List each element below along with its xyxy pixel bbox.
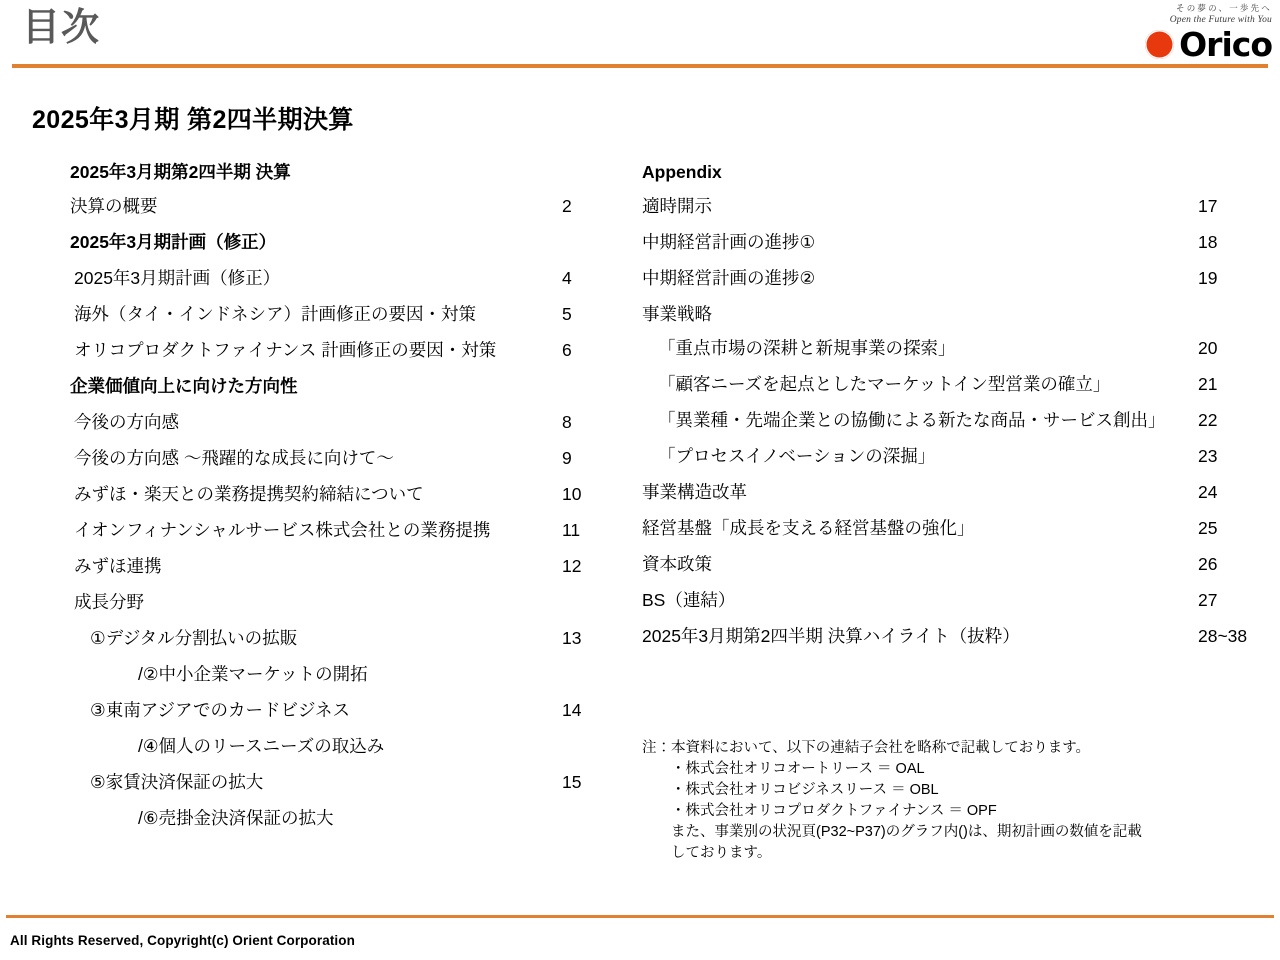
toc-column-right [642,163,1276,647]
toc-entry-label: 2025年3月期第2四半期 決算 [70,162,291,182]
toc-entry-page-number: 24 [1198,482,1218,502]
toc-entry-label: 今後の方向感 [74,412,179,432]
footnote-block [642,738,1280,864]
toc-entry[interactable] [642,447,1276,467]
toc-entry-page-number: 10 [562,484,582,504]
toc-entry-label: みずほ・楽天との業務提携契約締結について [74,484,424,504]
toc-entry[interactable] [70,521,600,541]
toc-entry[interactable] [70,773,600,793]
toc-entry-label: 企業価値向上に向けた方向性 [70,376,298,396]
toc-column-left [70,163,600,829]
toc-entry-label: 「異業種・先端企業との協働による新たな商品・サービス創出」 [658,410,1166,430]
toc-entry-label: BS（連結） [642,590,736,610]
toc-entry-page-number: 6 [562,340,572,360]
copyright-text: All Rights Reserved, Copyright(c) Orient Corporation [10,933,355,948]
toc-entry[interactable] [642,339,1276,359]
toc-entry-page-number: 17 [1198,196,1218,216]
toc-entry-page-number: 13 [562,628,582,648]
toc-entry-label: 「重点市場の深耕と新規事業の探索」 [658,338,956,358]
toc-entry[interactable] [642,269,1276,289]
toc-entry-label: /④個人のリースニーズの取込み [138,736,385,756]
toc-entry-page-number: 15 [562,772,582,792]
toc-entry[interactable] [70,377,600,397]
toc-entry[interactable] [642,555,1276,575]
toc-entry[interactable] [642,519,1276,539]
footnote-line: ・株式会社オリコビジネスリース ＝ OBL [642,782,939,799]
toc-entry[interactable] [70,163,600,183]
toc-entry[interactable] [70,629,600,649]
toc-entry-page-number: 9 [562,448,572,468]
footer-divider [6,915,1274,918]
toc-entry[interactable] [70,485,600,505]
toc-entry-label: 今後の方向感 ～飛躍的な成長に向けて～ [74,448,394,468]
toc-entry[interactable] [70,341,600,361]
toc-entry[interactable] [642,627,1276,647]
toc-entry-label: /⑥売掛金決済保証の拡大 [138,808,334,828]
toc-entry-label: 資本政策 [642,554,712,574]
toc-entry[interactable] [70,269,600,289]
section-heading: 2025年3月期 第2四半期決算 [32,106,354,134]
toc-entry-label: 決算の概要 [70,196,158,216]
footnote-line: 注：本資料において、以下の連結子会社を略称で記載しております。 [642,740,1091,756]
toc-entry-page-number: 28~38 [1198,626,1248,646]
toc-entry-page-number: 21 [1198,374,1218,394]
footnote-line: しております。 [642,845,772,862]
toc-entry[interactable] [642,163,1276,183]
footnote-line: ・株式会社オリコプロダクトファイナンス ＝ OPF [642,803,997,820]
toc-entry[interactable] [70,305,600,325]
toc-entry-label: 適時開示 [642,196,712,216]
toc-entry-label: 2025年3月期計画（修正） [74,268,281,288]
toc-entry-label: 成長分野 [74,592,144,612]
header-divider [12,64,1268,68]
toc-entry-label: 経営基盤「成長を支える経営基盤の強化」 [642,518,975,538]
orico-wordmark: Orico [1179,24,1272,64]
toc-entry[interactable] [642,197,1276,217]
footnote-line: ・株式会社オリコオートリース ＝ OAL [642,761,925,778]
toc-entry[interactable] [642,411,1276,431]
toc-entry[interactable] [642,375,1276,395]
toc-entry-label: みずほ連携 [74,556,162,576]
toc-entry[interactable] [70,809,600,829]
toc-entry-label: /②中小企業マーケットの開拓 [138,664,368,684]
toc-entry-page-number: 27 [1198,590,1218,610]
toc-entry[interactable] [70,737,600,757]
toc-entry[interactable] [642,233,1276,253]
toc-entry[interactable] [70,557,600,577]
toc-entry-label: イオンフィナンシャルサービス株式会社との業務提携 [74,520,491,540]
toc-entry-page-number: 4 [562,268,572,288]
toc-entry-label: 事業戦略 [642,304,712,324]
toc-entry-page-number: 12 [562,556,582,576]
toc-entry-page-number: 2 [562,196,572,216]
orico-logo [1126,4,1272,64]
page-title: 目次 [22,7,101,49]
toc-entry-label: 2025年3月期計画（修正） [70,232,277,252]
toc-entry-label: 2025年3月期第2四半期 決算ハイライト（抜粋） [642,626,1020,646]
toc-entry-page-number: 19 [1198,268,1218,288]
toc-entry-page-number: 18 [1198,232,1218,252]
toc-entry-page-number: 11 [562,520,581,540]
toc-entry-label: 「プロセスイノベーションの深掘」 [658,446,936,466]
toc-entry-label: オリコプロダクトファイナンス 計画修正の要因・対策 [74,340,497,360]
toc-entry[interactable] [70,701,600,721]
toc-entry[interactable] [70,233,600,253]
toc-entry-page-number: 26 [1198,554,1218,574]
toc-entry[interactable] [70,449,600,469]
toc-entry[interactable] [70,593,600,613]
toc-entry-page-number: 23 [1198,446,1218,466]
orico-circle-icon [1145,30,1174,59]
toc-entry-label: 中期経営計画の進捗② [642,268,816,288]
toc-entry-page-number: 22 [1198,410,1218,430]
toc-entry-label: ⑤家賃決済保証の拡大 [90,772,264,792]
toc-entry[interactable] [642,483,1276,503]
toc-entry-page-number: 20 [1198,338,1218,358]
toc-entry-page-number: 5 [562,304,572,324]
toc-entry-page-number: 14 [562,700,582,720]
logo-mark-row [1126,24,1272,64]
toc-entry-page-number: 8 [562,412,572,432]
toc-entry[interactable] [70,413,600,433]
toc-entry-label: ①デジタル分割払いの拡販 [90,628,298,648]
logo-tagline-english: Open the Future with You [1169,14,1272,25]
toc-entry-label: 海外（タイ・インドネシア）計画修正の要因・対策 [74,304,476,324]
footnote-line: また、事業別の状況頁(P32~P37)のグラフ内()は、期初計画の数値を記載 [642,824,1142,841]
toc-entry[interactable] [642,305,1276,325]
toc-entry[interactable] [70,197,600,217]
toc-entry[interactable] [70,665,600,685]
toc-entry[interactable] [642,591,1276,611]
toc-entry-label: 中期経営計画の進捗① [642,232,816,252]
toc-entry-page-number: 25 [1198,518,1218,538]
toc-entry-label: ③東南アジアでのカードビジネス [90,700,350,720]
toc-entry-label: 事業構造改革 [642,482,747,502]
toc-entry-label: 「顧客ニーズを起点としたマーケットイン型営業の確立」 [658,374,1111,394]
toc-entry-label: Appendix [642,162,722,182]
logo-tagline-japanese: その夢の、一歩先へ [1176,4,1272,14]
